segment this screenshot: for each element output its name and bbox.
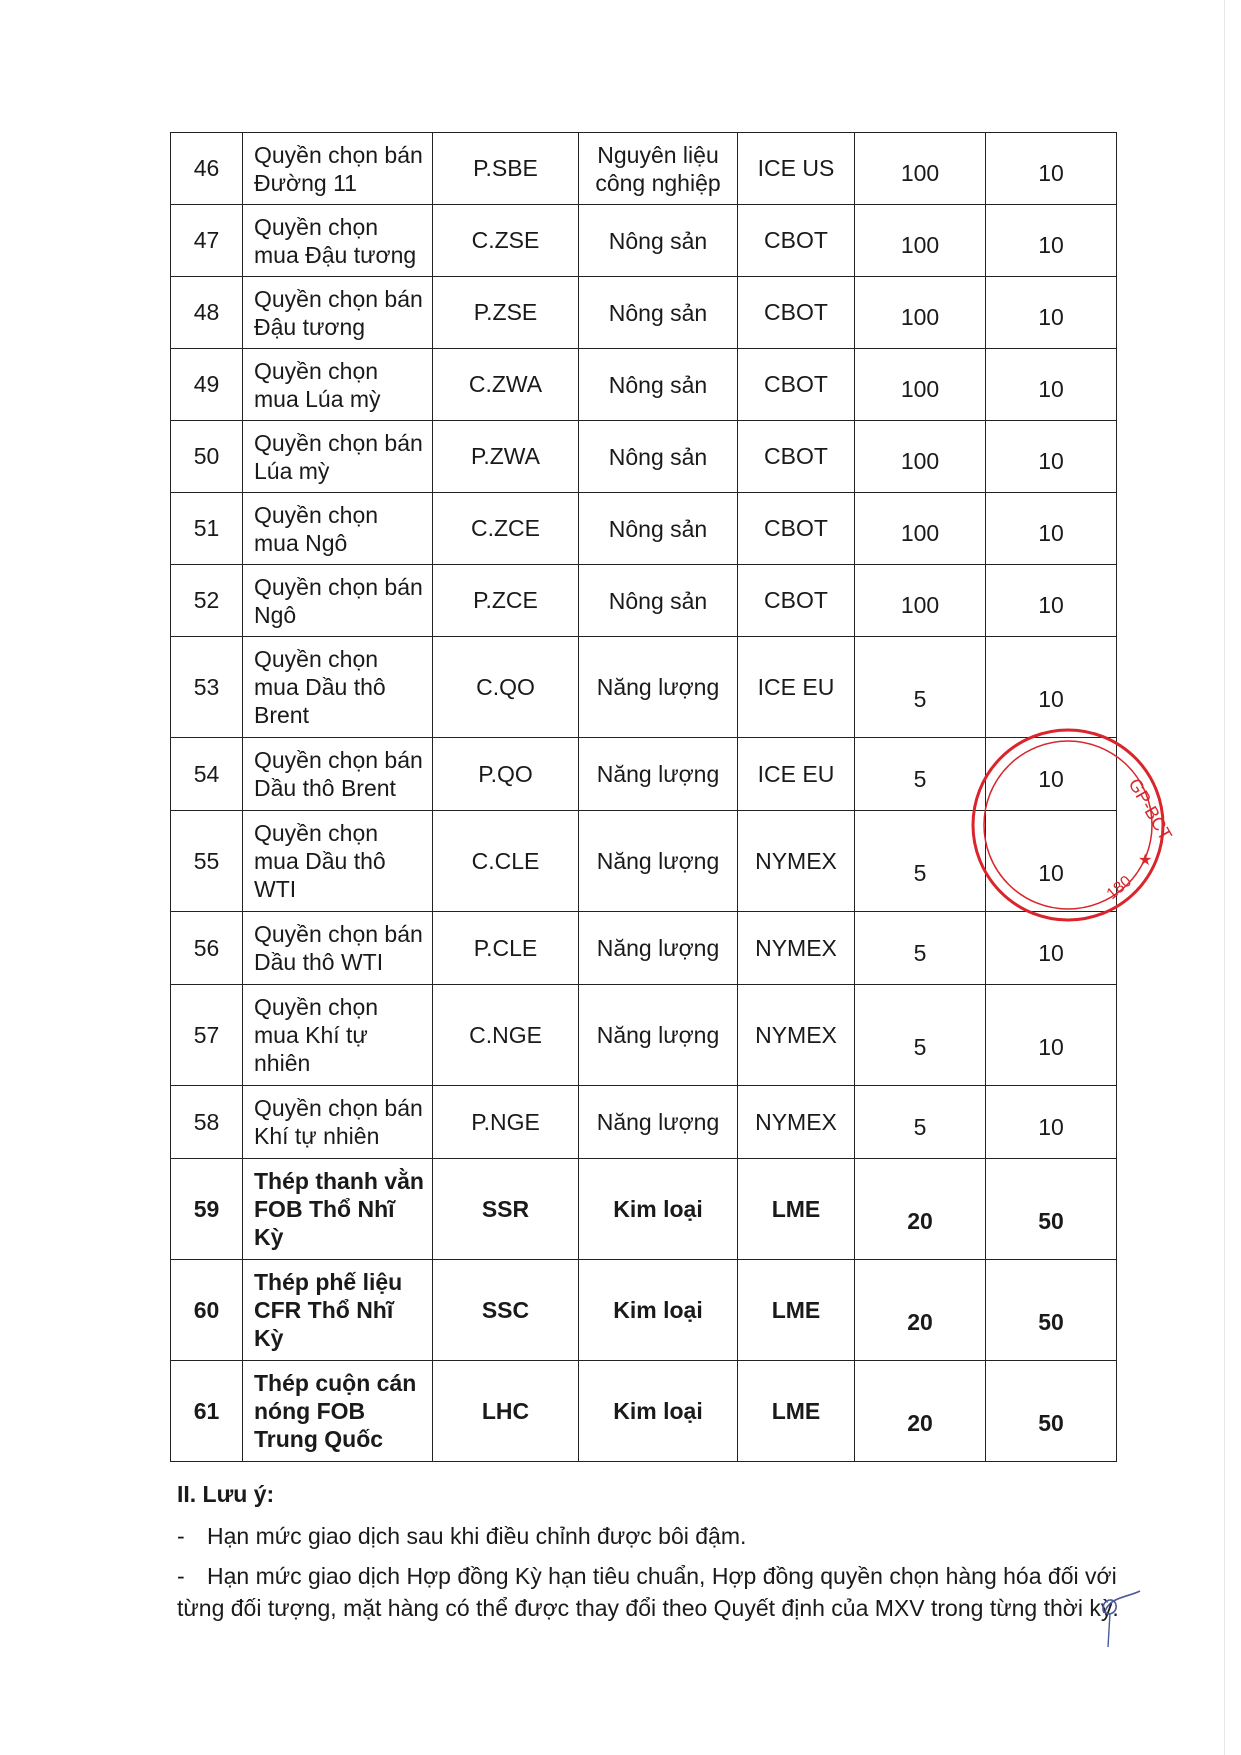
product-name bbox=[243, 985, 433, 1086]
product-name-line: Thép phế liệu bbox=[254, 1269, 403, 1295]
limit-value-2: 10 bbox=[986, 421, 1117, 493]
table-row bbox=[171, 133, 1117, 205]
limit-value-2: 10 bbox=[986, 912, 1117, 985]
table-row bbox=[171, 277, 1117, 349]
note-text-1: Hạn mức giao dịch sau khi điều chỉnh được bôi đậm. bbox=[207, 1523, 747, 1549]
product-code: P.NGE bbox=[433, 1086, 579, 1159]
product-code: P.SBE bbox=[433, 133, 579, 205]
commodity-group bbox=[579, 205, 738, 277]
product-name-line: nhiên bbox=[254, 1050, 311, 1076]
limit-value-2: 10 bbox=[986, 565, 1117, 637]
row-number: 54 bbox=[171, 738, 243, 811]
product-name-line: Dầu thô WTI bbox=[254, 949, 384, 975]
note-text-2a: Hạn mức giao dịch Hợp đồng Kỳ hạn tiêu chuẩn, Hợp đồng quyền chọn hàng hóa đối với bbox=[207, 1563, 1117, 1589]
commodity-group-line: Kim loại bbox=[613, 1398, 703, 1424]
product-name-line: nóng FOB bbox=[254, 1398, 366, 1424]
product-name-line: Thép cuộn cán bbox=[254, 1370, 417, 1396]
commodity-group bbox=[579, 565, 738, 637]
product-name bbox=[243, 349, 433, 421]
limit-value-2: 10 bbox=[986, 493, 1117, 565]
product-name-line: Quyền chọn bán bbox=[254, 921, 423, 947]
note-text-2b: từng đối tượng, mặt hàng có thể được thay đổi theo Quyết định của MXV trong từng thời kỳ. bbox=[177, 1595, 1119, 1621]
product-name-line: Quyền chọn bán bbox=[254, 285, 423, 312]
signature-icon bbox=[1094, 1583, 1144, 1653]
exchange: CBOT bbox=[738, 205, 855, 277]
commodity-group-line: Năng lượng bbox=[596, 1022, 720, 1048]
note-dash: - bbox=[177, 1563, 185, 1589]
commodity-group bbox=[579, 1159, 738, 1260]
commodity-group-line: Năng lượng bbox=[596, 848, 720, 874]
commodity-group bbox=[579, 637, 738, 738]
product-name bbox=[243, 811, 433, 912]
signature-mark bbox=[1094, 1583, 1144, 1653]
table-row bbox=[171, 985, 1117, 1086]
commodity-group bbox=[579, 1361, 738, 1462]
table-row bbox=[171, 493, 1117, 565]
product-name bbox=[243, 1086, 433, 1159]
exchange: ICE EU bbox=[738, 738, 855, 811]
row-number: 46 bbox=[171, 133, 243, 205]
product-name-line: mua Lúa mỳ bbox=[254, 385, 381, 412]
product-code: C.NGE bbox=[433, 985, 579, 1086]
seal-icon bbox=[1103, 725, 1228, 925]
commodity-group-line: Năng lượng bbox=[596, 1109, 720, 1135]
exchange: LME bbox=[738, 1260, 855, 1361]
table-row bbox=[171, 1086, 1117, 1159]
product-name-line: Đậu tương bbox=[254, 313, 366, 340]
commodity-group bbox=[579, 133, 738, 205]
notes-heading: II. Lưu ý: bbox=[177, 1481, 275, 1507]
limit-value-2: 50 bbox=[986, 1260, 1117, 1361]
limit-value-2: 10 bbox=[986, 985, 1117, 1086]
exchange: NYMEX bbox=[738, 912, 855, 985]
product-name bbox=[243, 421, 433, 493]
commodity-group bbox=[579, 738, 738, 811]
commodity-group-line: Nông sản bbox=[608, 371, 708, 398]
product-name-line: Quyền chọn bán bbox=[254, 141, 423, 168]
product-name bbox=[243, 1361, 433, 1462]
product-name bbox=[243, 637, 433, 738]
product-name bbox=[243, 738, 433, 811]
table-row bbox=[171, 349, 1117, 421]
product-name-line: CFR Thổ Nhĩ bbox=[254, 1297, 394, 1323]
svg-text:180: 180 bbox=[1103, 872, 1136, 904]
commodity-group bbox=[579, 277, 738, 349]
commodity-group-line: Nông sản bbox=[608, 515, 708, 542]
product-name-line: Brent bbox=[254, 702, 309, 728]
row-number: 48 bbox=[171, 277, 243, 349]
notes-section bbox=[177, 1478, 1122, 1632]
limit-value-1: 5 bbox=[855, 637, 986, 738]
product-name-line: WTI bbox=[254, 876, 297, 902]
product-name bbox=[243, 493, 433, 565]
product-name-line: mua Dầu thô bbox=[254, 848, 386, 874]
limit-value-2: 10 bbox=[986, 133, 1117, 205]
limit-value-1: 100 bbox=[855, 349, 986, 421]
product-name-line: Thép thanh vằn bbox=[254, 1168, 424, 1194]
limit-value-1: 100 bbox=[855, 205, 986, 277]
row-number: 53 bbox=[171, 637, 243, 738]
limit-value-1: 100 bbox=[855, 277, 986, 349]
row-number: 52 bbox=[171, 565, 243, 637]
product-name-line: Quyền chọn bbox=[254, 357, 379, 384]
product-name-line: Dầu thô Brent bbox=[254, 775, 396, 801]
commodity-table bbox=[170, 132, 1117, 1462]
commodity-group bbox=[579, 349, 738, 421]
exchange: ICE US bbox=[738, 133, 855, 205]
row-number: 59 bbox=[171, 1159, 243, 1260]
exchange: LME bbox=[738, 1159, 855, 1260]
row-number: 58 bbox=[171, 1086, 243, 1159]
commodity-group-line: Năng lượng bbox=[596, 674, 720, 700]
row-number: 57 bbox=[171, 985, 243, 1086]
limit-value-1: 20 bbox=[855, 1159, 986, 1260]
commodity-group-line: Kim loại bbox=[613, 1196, 703, 1222]
row-number: 55 bbox=[171, 811, 243, 912]
product-code: P.QO bbox=[433, 738, 579, 811]
product-code: P.ZWA bbox=[433, 421, 579, 493]
product-name bbox=[243, 1260, 433, 1361]
product-name-line: mua Dầu thô bbox=[254, 674, 386, 700]
product-name bbox=[243, 133, 433, 205]
product-name-line: Đường 11 bbox=[254, 169, 357, 196]
table-row bbox=[171, 205, 1117, 277]
commodity-group-line: công nghiệp bbox=[595, 169, 721, 196]
limit-value-1: 5 bbox=[855, 811, 986, 912]
table-row bbox=[171, 1260, 1117, 1361]
product-name-line: Lúa mỳ bbox=[254, 457, 330, 484]
limit-value-1: 20 bbox=[855, 1260, 986, 1361]
note-dash: - bbox=[177, 1523, 185, 1549]
product-code: C.ZWA bbox=[433, 349, 579, 421]
commodity-group-line: Nông sản bbox=[608, 587, 708, 614]
limit-value-1: 100 bbox=[855, 421, 986, 493]
commodity-group-line: Nông sản bbox=[608, 299, 708, 326]
commodity-group bbox=[579, 811, 738, 912]
limit-value-2: 10 bbox=[986, 277, 1117, 349]
exchange: LME bbox=[738, 1361, 855, 1462]
product-code: C.QO bbox=[433, 637, 579, 738]
exchange: ICE EU bbox=[738, 637, 855, 738]
product-code: C.ZSE bbox=[433, 205, 579, 277]
commodity-group bbox=[579, 1260, 738, 1361]
limit-value-1: 5 bbox=[855, 912, 986, 985]
exchange: CBOT bbox=[738, 565, 855, 637]
commodity-group bbox=[579, 912, 738, 985]
limit-value-1: 100 bbox=[855, 493, 986, 565]
limit-value-1: 20 bbox=[855, 1361, 986, 1462]
exchange: CBOT bbox=[738, 493, 855, 565]
limit-value-1: 5 bbox=[855, 1086, 986, 1159]
product-name-line: Kỳ bbox=[254, 1224, 284, 1250]
table-row bbox=[171, 811, 1117, 912]
product-name-line: Khí tự nhiên bbox=[254, 1123, 380, 1149]
product-name-line: mua Đậu tương bbox=[254, 241, 417, 268]
product-name bbox=[243, 205, 433, 277]
product-code: P.ZCE bbox=[433, 565, 579, 637]
row-number: 51 bbox=[171, 493, 243, 565]
exchange: NYMEX bbox=[738, 811, 855, 912]
limit-value-2: 50 bbox=[986, 1361, 1117, 1462]
svg-text:★: ★ bbox=[1138, 852, 1153, 869]
note-item-1 bbox=[177, 1520, 1122, 1552]
official-seal-stamp bbox=[1103, 725, 1228, 925]
product-code: SSC bbox=[433, 1260, 579, 1361]
table-body bbox=[171, 133, 1117, 1462]
row-number: 56 bbox=[171, 912, 243, 985]
row-number: 50 bbox=[171, 421, 243, 493]
limit-value-2: 50 bbox=[986, 1159, 1117, 1260]
product-code: C.CLE bbox=[433, 811, 579, 912]
product-name-line: Quyền chọn bbox=[254, 213, 379, 240]
limit-value-2: 10 bbox=[986, 349, 1117, 421]
row-number: 60 bbox=[171, 1260, 243, 1361]
table-row bbox=[171, 421, 1117, 493]
product-code: SSR bbox=[433, 1159, 579, 1260]
table-row bbox=[171, 912, 1117, 985]
product-name-line: Quyền chọn bbox=[254, 994, 379, 1020]
limit-value-2: 10 bbox=[986, 205, 1117, 277]
exchange: CBOT bbox=[738, 349, 855, 421]
table-row bbox=[171, 738, 1117, 811]
limit-value-1: 100 bbox=[855, 133, 986, 205]
table-row bbox=[171, 565, 1117, 637]
row-number: 47 bbox=[171, 205, 243, 277]
product-code: P.ZSE bbox=[433, 277, 579, 349]
product-name bbox=[243, 277, 433, 349]
table-row bbox=[171, 1361, 1117, 1462]
commodity-group bbox=[579, 1086, 738, 1159]
product-name-line: FOB Thổ Nhĩ bbox=[254, 1196, 395, 1222]
limit-value-1: 100 bbox=[855, 565, 986, 637]
product-name-line: Quyền chọn bán bbox=[254, 573, 423, 600]
commodity-group bbox=[579, 985, 738, 1086]
exchange: CBOT bbox=[738, 277, 855, 349]
product-name-line: mua Ngô bbox=[254, 529, 348, 556]
limit-value-2: 10 bbox=[986, 738, 1117, 811]
commodity-group-line: Kim loại bbox=[613, 1297, 703, 1323]
product-name-line: Kỳ bbox=[254, 1325, 284, 1351]
product-name-line: Quyền chọn bbox=[254, 646, 379, 672]
limit-value-1: 5 bbox=[855, 738, 986, 811]
product-name-line: Quyền chọn bbox=[254, 820, 379, 846]
product-code: P.CLE bbox=[433, 912, 579, 985]
limit-value-2: 10 bbox=[986, 637, 1117, 738]
product-name-line: Ngô bbox=[254, 601, 297, 628]
product-name-line: Quyền chọn bán bbox=[254, 429, 423, 456]
limit-value-2: 10 bbox=[986, 1086, 1117, 1159]
row-number: 49 bbox=[171, 349, 243, 421]
svg-text:GP-BCT: GP-BCT bbox=[1124, 775, 1176, 844]
limit-value-2: 10 bbox=[986, 811, 1117, 912]
product-name bbox=[243, 565, 433, 637]
product-name-line: Quyền chọn bbox=[254, 501, 379, 528]
product-code: LHC bbox=[433, 1361, 579, 1462]
product-name-line: Quyền chọn bán bbox=[254, 1095, 423, 1121]
note-item-2 bbox=[177, 1560, 1122, 1624]
commodity-group-line: Năng lượng bbox=[596, 935, 720, 961]
product-name-line: Trung Quốc bbox=[254, 1426, 384, 1452]
exchange: NYMEX bbox=[738, 985, 855, 1086]
limit-value-1: 5 bbox=[855, 985, 986, 1086]
commodity-group-line: Năng lượng bbox=[596, 761, 720, 787]
product-name-line: Quyền chọn bán bbox=[254, 747, 423, 773]
product-code: C.ZCE bbox=[433, 493, 579, 565]
commodity-group-line: Nông sản bbox=[608, 443, 708, 470]
row-number: 61 bbox=[171, 1361, 243, 1462]
commodity-group bbox=[579, 421, 738, 493]
product-name-line: mua Khí tự bbox=[254, 1022, 368, 1048]
commodity-group-line: Nông sản bbox=[608, 227, 708, 254]
commodity-group bbox=[579, 493, 738, 565]
exchange: CBOT bbox=[738, 421, 855, 493]
exchange: NYMEX bbox=[738, 1086, 855, 1159]
table-row bbox=[171, 637, 1117, 738]
table-row bbox=[171, 1159, 1117, 1260]
product-name bbox=[243, 1159, 433, 1260]
product-name bbox=[243, 912, 433, 985]
commodity-group-line: Nguyên liệu bbox=[597, 141, 719, 168]
